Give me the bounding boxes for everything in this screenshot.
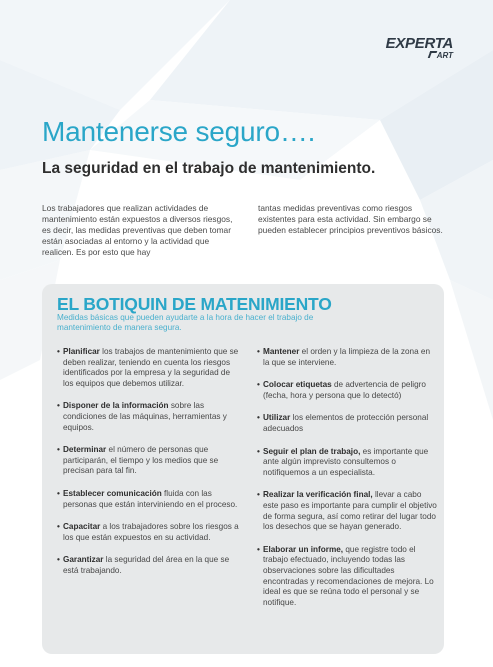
list-item: • Disponer de la información sobre las condiciones de las máquinas, herramientas y equipos. xyxy=(57,401,227,432)
bullet-icon: • xyxy=(57,347,60,356)
bullet-icon: • xyxy=(57,555,60,565)
bullet-icon: • xyxy=(257,380,260,390)
tips-box-subtitle: Medidas básicas que pueden ayudarte a la hora de hacer el trabajo de mantenimiento de manera segura. xyxy=(57,313,314,332)
intro-paragraph-right: tantas medidas preventivas como riesgos existentes para esta actividad. Sin embargo se pueden establecer principios preventivos básicos. xyxy=(258,203,443,235)
list-item: • Utilizar los elementos de protección personal adecuados xyxy=(257,413,429,433)
bullet-icon: • xyxy=(257,446,260,456)
bullet-icon: • xyxy=(257,490,260,500)
list-item: • Establecer comunicación fluida con las personas que están interviniendo en el proceso. xyxy=(57,488,238,509)
page-title: Mantenerse seguro…. xyxy=(42,116,316,147)
logo-subtext: ART xyxy=(436,51,453,60)
bullet-icon: • xyxy=(257,347,260,356)
intro-paragraph-left: Los trabajadores que realizan actividades de mantenimiento están expuestos a diversos riesgos, es decir, las medidas preventivas que deben tomar están asociadas al entorno y la actividad que realicen. Es por esto que hay xyxy=(42,203,233,257)
bullet-icon: • xyxy=(57,401,60,411)
list-item: • Mantener el orden y la limpieza de la zona en la que se interviene. xyxy=(257,347,431,367)
list-item: • Realizar la verificación final, llevar a cabo este paso es importante para cumplir el objetivo de forma segura, así como retirar del lugar todo los desechos que se hayan generado. xyxy=(257,490,437,532)
tips-list-right xyxy=(257,347,437,608)
bullet-icon: • xyxy=(57,488,60,498)
list-item: • Elaborar un informe, que registre todo el trabajo efectuado, incluyendo todas las observaciones sobre las dificultades encontradas y recomendaciones de mejora. Lo ideal es que se reúna todo el personal y se notifique. xyxy=(257,544,434,607)
list-item: • Garantizar la seguridad del área en la que se está trabajando. xyxy=(57,555,230,575)
tips-list-left xyxy=(57,347,239,577)
logo-wordmark: EXPERTA xyxy=(385,35,453,52)
experta-art-logo xyxy=(386,36,453,60)
list-item: • Determinar el número de personas que participarán, el tiempo y los medios que se precisan para tal fin. xyxy=(57,445,219,476)
list-item: • Planificar los trabajos de mantenimiento que se deben realizar, teniendo en cuenta los riesgos identificados por la empresa y la seguridad de los equipos que debemos utilizar. xyxy=(57,347,239,388)
page-subtitle: La seguridad en el trabajo de mantenimiento. xyxy=(42,160,376,177)
logo-check-icon xyxy=(427,51,437,58)
bullet-icon: • xyxy=(57,445,60,455)
list-item: • Capacitar a los trabajadores sobre los riesgos a los que están expuestos en su actividad. xyxy=(57,522,239,542)
bullet-icon: • xyxy=(57,522,60,532)
bullet-icon: • xyxy=(257,413,260,423)
list-item: • Seguir el plan de trabajo, es importante que ante algún imprevisto consultemos o notifiquemos a un especialista. xyxy=(257,446,429,477)
bullet-icon: • xyxy=(257,544,260,554)
list-item: • Colocar etiquetas de advertencia de peligro (fecha, hora y persona que lo detectó) xyxy=(257,380,426,400)
tips-box-title: EL BOTIQUIN DE MATENIMIENTO xyxy=(57,294,332,314)
